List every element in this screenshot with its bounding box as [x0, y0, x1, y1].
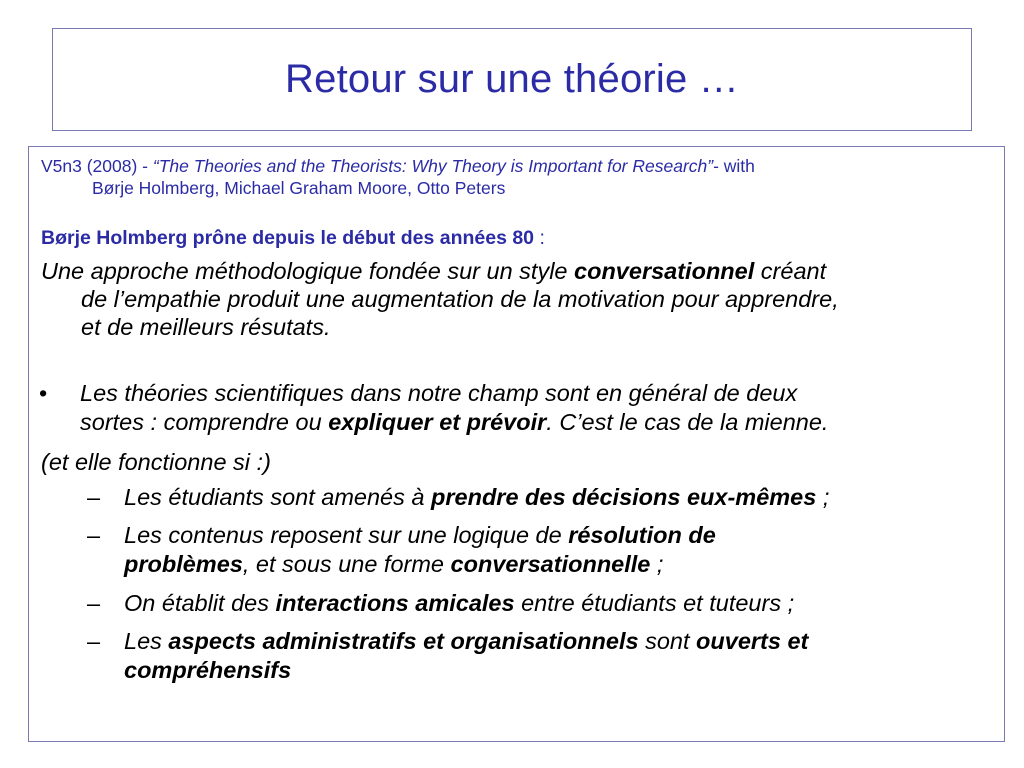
- bullet-icon: •: [39, 380, 48, 406]
- approach-part2: créant: [754, 258, 827, 284]
- sub-item-1-bold: prendre des décisions eux-mêmes: [431, 484, 817, 510]
- heading-colon: :: [534, 227, 545, 249]
- sub-item-1: [87, 483, 987, 512]
- sub-item-4-bold1: aspects administratifs et organisationnels: [168, 628, 639, 654]
- dash-icon: –: [87, 484, 101, 510]
- bullet-item: [39, 379, 994, 437]
- heading-text: Børje Holmberg prône depuis le début des années 80: [41, 227, 535, 249]
- approach-line3: et de meilleurs résutats.: [81, 314, 331, 340]
- conditions-intro: (et elle fonctionne si :): [41, 449, 271, 475]
- sub-item-4: [87, 627, 987, 685]
- sub-item-4-bold2b: compréhensifs: [124, 657, 292, 683]
- dash-icon: –: [87, 522, 101, 548]
- title-box: [52, 28, 972, 131]
- sub-item-4-line2: [87, 656, 987, 685]
- sub-item-2-line2: [87, 550, 987, 579]
- sub-item-2-bold1b: problèmes: [124, 551, 243, 577]
- bullet-line1: Les théories scientifiques dans notre champ sont en général de deux: [80, 380, 798, 406]
- approach-paragraph: [41, 257, 996, 341]
- sub-item-2-part1: Les contenus reposent sur une logique de: [124, 522, 569, 548]
- content-box: [28, 146, 1005, 742]
- sub-item-4-bold2: ouverts et: [696, 628, 809, 654]
- reference-authors: Børje Holmberg, Michael Graham Moore, Otto Peters: [92, 178, 506, 198]
- sub-item-2-part2: , et sous une forme: [242, 551, 451, 577]
- sub-item-4-line1: [87, 627, 987, 656]
- sub-item-2-bold1: résolution de: [568, 522, 716, 548]
- sub-item-2-line1: [87, 521, 987, 550]
- sub-item-2: [87, 521, 987, 579]
- reference-prefix: V5n3 (2008) -: [41, 156, 153, 176]
- dash-icon: –: [87, 590, 101, 616]
- bullet-line2: [39, 408, 994, 437]
- approach-bold: conversationnel: [574, 258, 755, 284]
- reference-work-title: “The Theories and the Theorists: Why Theory is Important for Research”: [152, 156, 714, 176]
- sub-item-3-part1: On établit des: [124, 590, 276, 616]
- sub-item-3-text: [87, 589, 987, 618]
- reference-citation: [41, 155, 996, 199]
- sub-item-2-bold2: conversationnelle: [450, 551, 651, 577]
- sub-item-1-text: [87, 483, 987, 512]
- sub-item-4-part2: sont: [638, 628, 697, 654]
- bullet-line2-part2: . C’est le cas de la mienne.: [546, 409, 829, 435]
- reference-suffix: - with: [713, 156, 755, 176]
- dash-icon: –: [87, 628, 101, 654]
- section-heading: [41, 227, 545, 250]
- bullet-line2-bold: expliquer et prévoir: [328, 409, 547, 435]
- bullet-line2-part1: sortes : comprendre ou: [80, 409, 329, 435]
- sub-item-3-bold: interactions amicales: [275, 590, 515, 616]
- sub-item-4-part1: Les: [124, 628, 169, 654]
- approach-part1: Une approche méthodologique fondée sur un style: [41, 258, 575, 284]
- slide-title: Retour sur une théorie …: [285, 57, 739, 101]
- sub-item-1-part2: ;: [816, 484, 830, 510]
- approach-line2: de l’empathie produit une augmentation de la motivation pour apprendre,: [81, 286, 839, 312]
- sub-item-3-part2: entre étudiants et tuteurs ;: [514, 590, 795, 616]
- sub-item-1-part1: Les étudiants sont amenés à: [124, 484, 432, 510]
- sub-item-3: [87, 589, 987, 618]
- sub-item-2-part3: ;: [650, 551, 664, 577]
